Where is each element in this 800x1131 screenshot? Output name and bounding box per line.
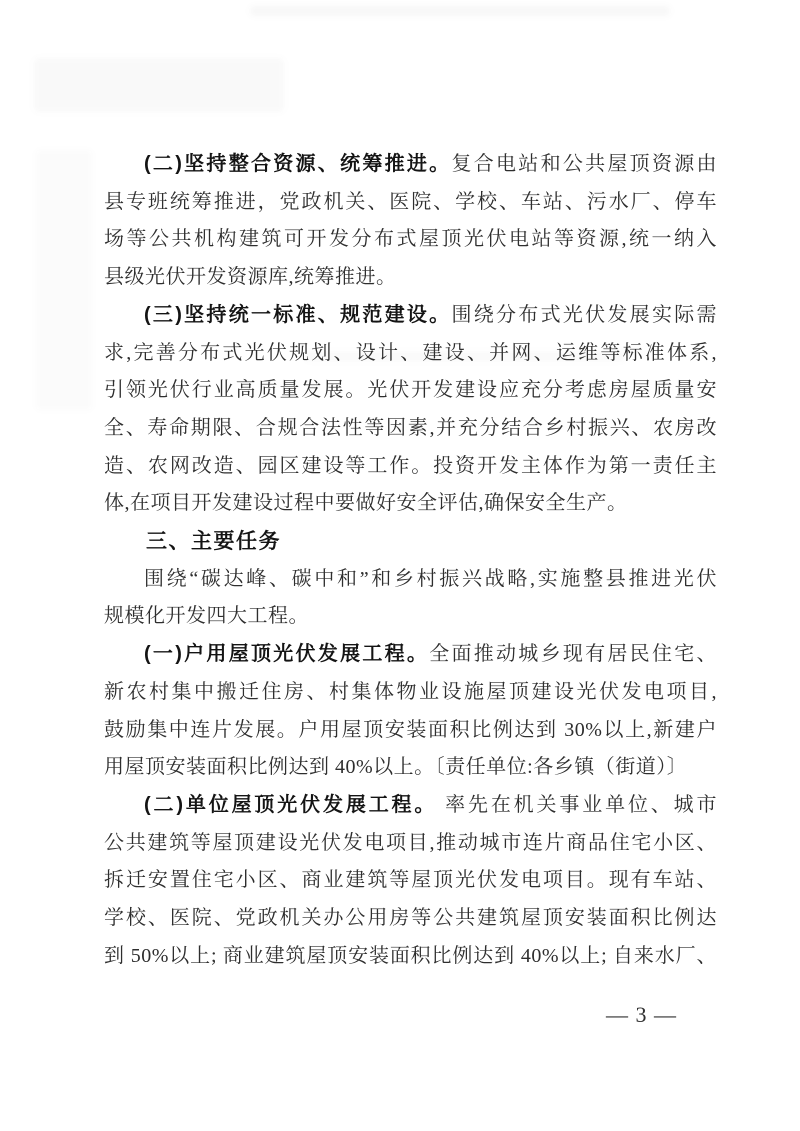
text-segment: 用屋顶安装面积比例达到 40%以上。〔责任单位:各乡镇（街道）〕 <box>104 756 688 779</box>
bold-segment: (一)户用屋顶光伏发展工程。 <box>144 643 430 666</box>
text-segment: 到 50%以上; 商业建筑屋顶安装面积比例达到 40%以上; 自来水厂、 <box>104 944 717 967</box>
text-line <box>104 712 717 750</box>
text-line <box>104 749 717 787</box>
text-line <box>104 825 717 863</box>
document-body <box>104 146 717 975</box>
scan-artifact <box>34 58 284 112</box>
text-line <box>104 297 717 335</box>
bold-segment: (二)坚持整合资源、统筹推进。 <box>144 153 452 175</box>
text-line <box>104 636 717 674</box>
text-segment: 体,在项目开发建设过程中要做好安全评估,确保安全生产。 <box>104 492 628 515</box>
text-line <box>104 410 717 448</box>
text-line <box>104 184 717 222</box>
text-segment: 求,完善分布式光伏规划、设计、建设、并网、运维等标准体系, <box>104 341 717 364</box>
text-line <box>104 259 717 297</box>
text-segment: 全、寿命期限、合规合法性等因素,并充分结合乡村振兴、农房改 <box>104 416 717 439</box>
scan-artifact <box>36 150 92 410</box>
text-line <box>104 938 717 976</box>
text-segment: 造、农网改造、园区建设等工作。投资开发主体作为第一责任主 <box>104 454 717 477</box>
text-segment: 拆迁安置住宅小区、商业建筑等屋顶光伏发电项目。现有车站、 <box>104 869 717 892</box>
text-segment: 县专班统筹推进，党政机关、医院、学校、车站、污水厂、停车 <box>104 190 717 213</box>
scan-artifact <box>250 6 670 16</box>
text-line <box>104 674 717 712</box>
text-segment: 围绕分布式光伏发展实际需 <box>451 303 718 326</box>
text-segment: 县级光伏开发资源库,统筹推进。 <box>104 266 397 289</box>
text-line <box>104 862 717 900</box>
text-segment: 新农村集中搬迁住房、村集体物业设施屋顶建设光伏发电项目, <box>104 680 717 703</box>
text-line <box>104 448 717 486</box>
text-segment: 学校、医院、党政机关办公用房等公共建筑屋顶安装面积比例达 <box>104 907 717 930</box>
text-line <box>104 372 717 410</box>
text-line <box>104 485 717 523</box>
text-segment: 率先在机关事业单位、城市 <box>437 793 717 816</box>
text-segment: 引领光伏行业高质量发展。光伏开发建设应充分考虑房屋质量安 <box>104 379 717 402</box>
text-line <box>104 561 717 599</box>
bold-segment: (三)坚持统一标准、规范建设。 <box>144 303 452 326</box>
text-segment: 复合电站和公共屋顶资源由 <box>451 153 718 175</box>
text-segment: 全面推动城乡现有居民住宅、 <box>429 643 717 666</box>
text-line <box>104 221 717 259</box>
section-heading: 三、主要任务 <box>146 530 281 554</box>
page-number: — 3 — <box>606 1002 677 1027</box>
text-segment: 规模化开发四大工程。 <box>104 605 309 628</box>
text-segment: 公共建筑等屋顶建设光伏发电项目,推动城市连片商品住宅小区、 <box>104 831 717 854</box>
text-segment: 鼓励集中连片发展。户用屋顶安装面积比例达到 30%以上,新建户 <box>104 718 717 741</box>
text-line <box>104 900 717 938</box>
text-line <box>104 787 717 825</box>
bold-segment: (二)单位屋顶光伏发展工程。 <box>144 793 438 816</box>
text-line <box>104 335 717 373</box>
text-segment: 场等公共机构建筑可开发分布式屋顶光伏电站等资源,统一纳入 <box>104 228 717 251</box>
text-line <box>104 598 717 636</box>
text-line <box>104 146 717 184</box>
text-segment: 围绕“碳达峰、碳中和”和乡村振兴战略,实施整县推进光伏 <box>144 567 717 590</box>
section-heading-line <box>104 523 717 561</box>
